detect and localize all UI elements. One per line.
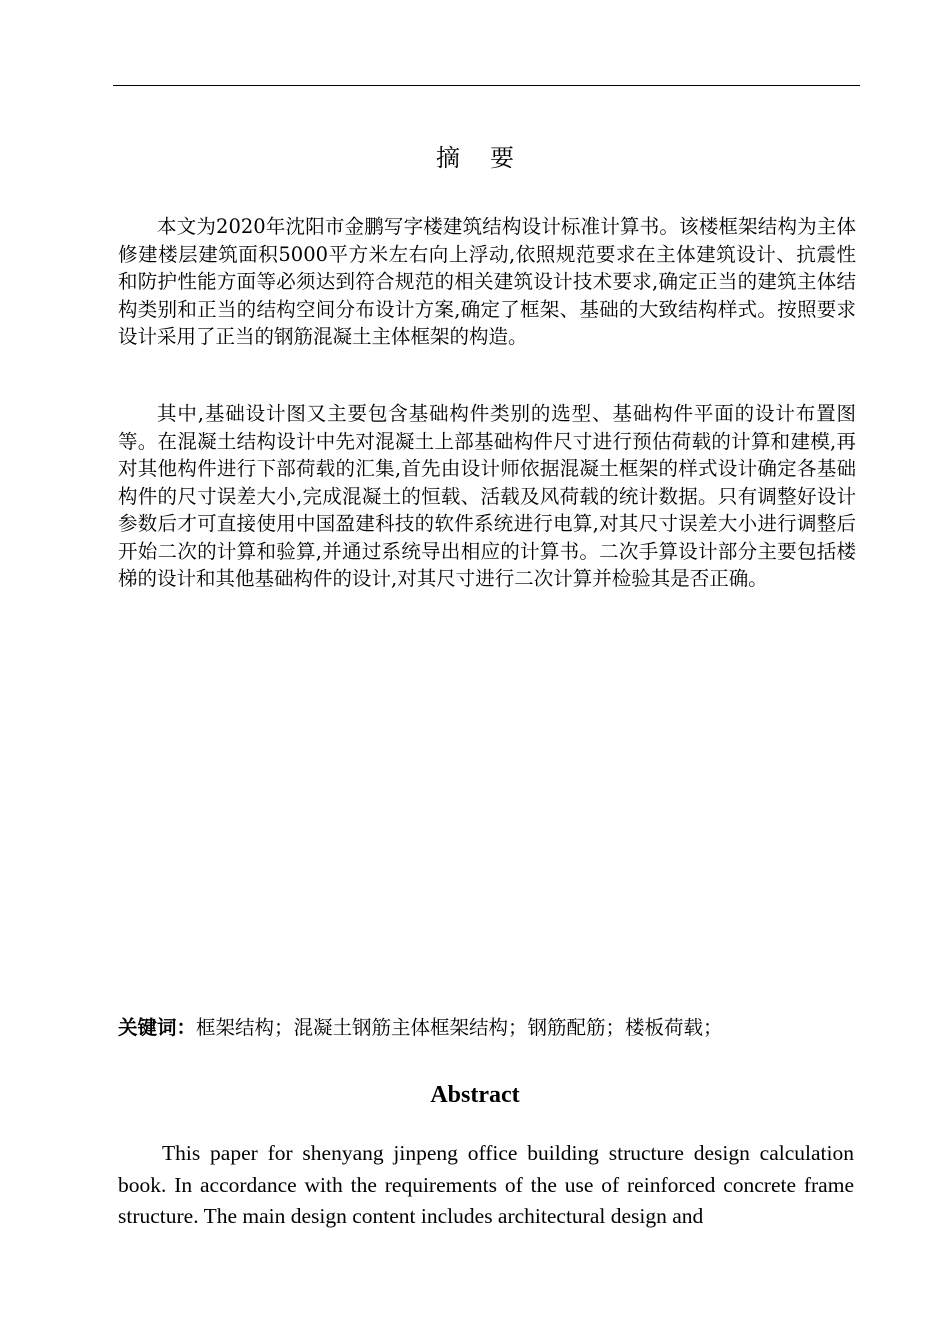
chinese-abstract-paragraph-2: 其中,基础设计图又主要包含基础构件类别的选型、基础构件平面的设计布置图等。在混凝土结构设计中先对混凝土上部基础构件尺寸进行预估荷载的计算和建模,再对其他构件进行下部荷载的汇集,首先由设计师依据混凝土框架的样式设计确定各基础构件的尺寸误差大小,完成混凝土的恒载、活载及风荷载的统计数据。只有调整好设计参数后才可直接使用中国盈建科技的软件系统进行电算,对其尺寸误差大小进行调整后开始二次的计算和验算,并通过系统导出相应的计算书。二次手算设计部分主要包括楼梯的设计和其他基础构件的设计,对其尺寸进行二次计算并检验其是否正确。 — [118, 402, 856, 590]
header-rule — [113, 85, 860, 86]
english-abstract-title: Abstract — [430, 1082, 520, 1108]
chinese-abstract-title: 摘要 — [436, 144, 544, 172]
keywords-label: 关键词： — [118, 1016, 197, 1039]
english-abstract-paragraph: This paper for shenyang jinpeng office building structure design calculation book. In accordance with the requirements of the use of reinforced concrete frame structure. The main design content includes architectural design and — [118, 1141, 854, 1228]
keywords-text: 框架结构；混凝土钢筋主体框架结构；钢筋配筋；楼板荷载； — [196, 1016, 723, 1039]
keywords-line — [118, 1014, 856, 1041]
chinese-abstract-paragraph-1: 本文为2020年沈阳市金鹏写字楼建筑结构设计标准计算书。该楼框架结构为主体修建楼层建筑面积5000平方米左右向上浮动,依照规范要求在主体建筑设计、抗震性和防护性能方面等必须达到符合规范的相关建筑设计技术要求,确定正当的建筑主体结构类别和正当的结构空间分布设计方案,确定了框架、基础的大致结构样式。按照要求设计采用了正当的钢筋混凝土主体框架的构造。 — [118, 215, 856, 348]
